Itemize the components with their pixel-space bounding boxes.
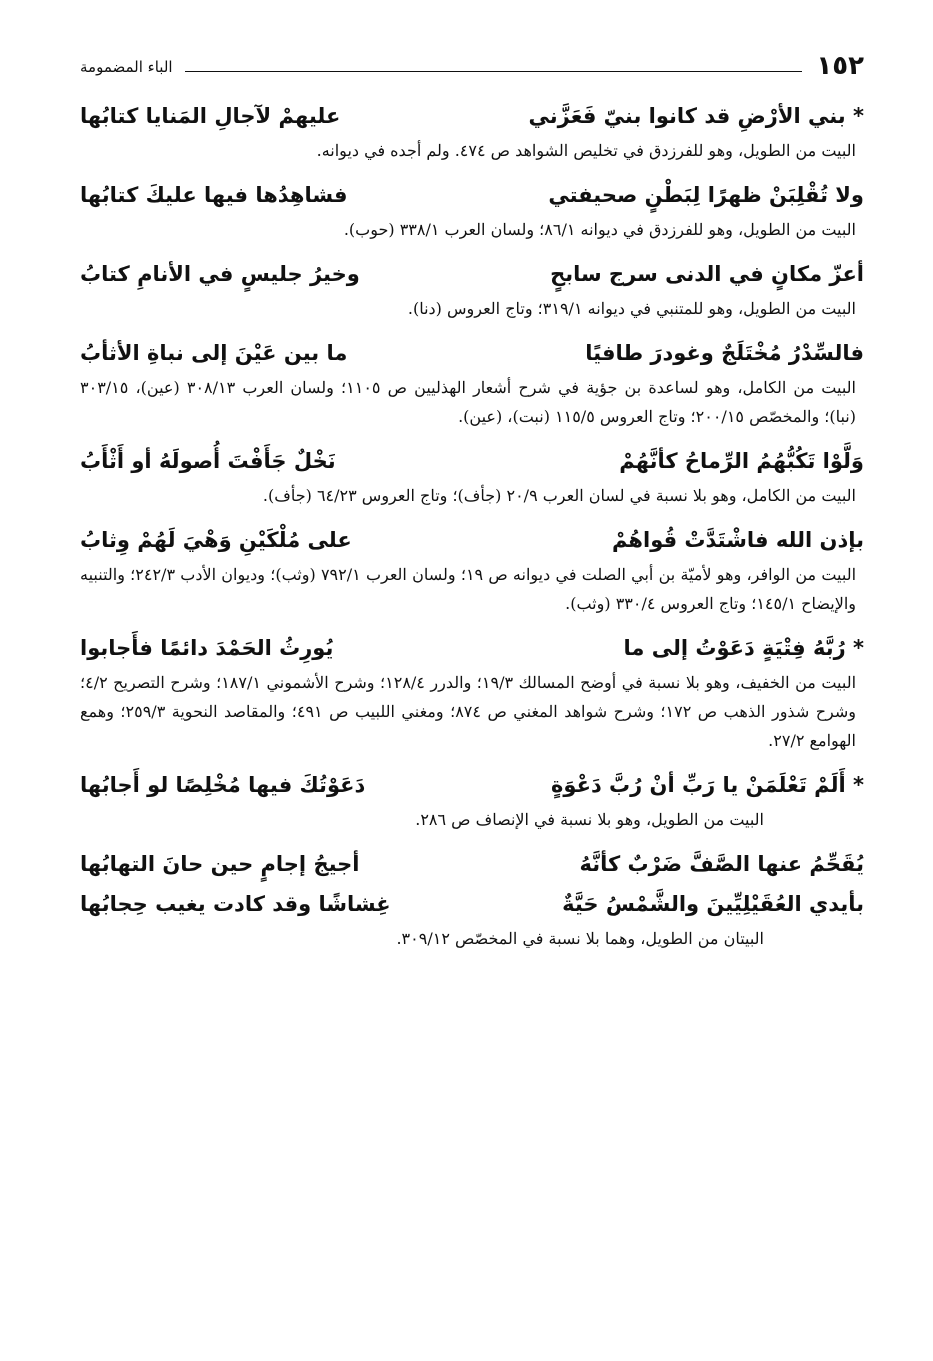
- verse-line: [80, 254, 864, 294]
- citation-note: البيت من الخفيف، وهو بلا نسبة في أوضح المسالك ١٩/٣؛ والدرر ١٢٨/٤؛ وشرح الأشموني ١٨٧/١؛ وشرح التصريح ٤/٢؛ وشرح شذور الذهب ص ١٧٢؛ وشرح شواهد المغني ص ٨٧٤؛ ومغني اللبيب ص ٤٩١؛ والمقاصد النحوية ٢٥٩/٣؛ وهمع الهوامع ٢٧/٢.: [80, 673, 857, 750]
- second-hemistich: ما بين عَيْنَ إلى نباةِ الأثأبُ: [80, 341, 348, 365]
- citation-note: البيت من الطويل، وهو للفرزدق في تخليص الشواهد ص ٤٧٤. ولم أجده في ديوانه.: [316, 141, 856, 160]
- poem-entry: [80, 520, 864, 618]
- citation-note: البيت من الطويل، وهو للفرزدق في ديوانه ٨٦/١؛ ولسان العرب ٣٣٨/١ (حوب).: [343, 220, 856, 239]
- page-number: ١٥٢: [816, 51, 864, 81]
- verse-line: [80, 884, 864, 924]
- verse-line: [80, 333, 864, 373]
- poem-entry: [80, 333, 864, 431]
- verse-line: [80, 441, 864, 481]
- poem-entry: [80, 844, 864, 953]
- citation-note: البيت من الطويل، وهو للمتنبي في ديوانه ٣١٩/١؛ وتاج العروس (دنا).: [407, 299, 856, 318]
- verse-line: [80, 520, 864, 560]
- page: [80, 46, 864, 953]
- first-hemistich: يُقَحِّمُ عنها الصَّفَّ ضَرْبٌ كأنَّهُ: [579, 852, 864, 876]
- verse-line: [80, 844, 864, 884]
- second-hemistich: غِشاشًا وقد كادت يغيب حِجابُها: [80, 892, 391, 916]
- second-hemistich: أجيجُ إجامٍ حين حانَ التهابُها: [80, 852, 360, 876]
- verse-line: [80, 628, 864, 668]
- poem-entry: [80, 441, 864, 510]
- citation-note: البيت من الكامل، وهو بلا نسبة في لسان العرب ٢٠/٩ (جأف)؛ وتاج العروس ٦٤/٢٣ (جأف).: [262, 486, 856, 505]
- citation-note: البيت من الكامل، وهو لساعدة بن جؤية في شرح أشعار الهذليين ص ١١٠٥؛ ولسان العرب ٣٠٨/١٣ (عين)، ٣٠٣/١٥ (نبا)؛ والمخصّص ٢٠٠/١٥؛ وتاج العروس ١١٥/٥ (نبت)، (عين).: [80, 378, 856, 426]
- second-hemistich: نَخْلٌ جَأَفْتَ أُصولَهُ أو أَثْأَبُ: [80, 449, 336, 473]
- poem-entry: [80, 628, 864, 755]
- poem-entry: [80, 96, 864, 165]
- second-hemistich: فشاهِدُها فيها عليكَ كتابُها: [80, 183, 348, 207]
- second-hemistich: يُورِثُ الحَمْدَ دائمًا فأَجابوا: [80, 636, 334, 660]
- first-hemistich: * بني الأرْضِ قد كانوا بنيّ فَعَزَّني: [528, 104, 864, 128]
- verse-line: [80, 96, 864, 136]
- verse-line: [80, 175, 864, 215]
- citation-note: البيت من الوافر، وهو لأميّة بن أبي الصلت في ديوانه ص ١٩؛ ولسان العرب ٧٩٢/١ (وثب)؛ وديوان الأدب ٢٤٢/٣؛ والتنبيه والإيضاح ١٤٥/١؛ وتاج العروس ٣٣٠/٤ (وثب).: [80, 565, 857, 613]
- poem-entry: [80, 765, 864, 834]
- verse-line: [80, 765, 864, 805]
- page-header: [80, 46, 864, 86]
- second-hemistich: دَعَوْتُكَ فيها مُخْلِصًا لو أَجابُها: [80, 773, 366, 797]
- first-hemistich: * رُبَّهُ فِتْيَةٍ دَعَوْتُ إلى ما: [623, 636, 864, 660]
- first-hemistich: بأيدي العُقَيْلِيِّينَ والشَّمْسُ حَيَّةٌ: [562, 892, 864, 916]
- poem-entry: [80, 254, 864, 323]
- first-hemistich: أعزّ مكانٍ في الدنى سرج سابحٍ: [550, 262, 864, 286]
- first-hemistich: فالسِّدْرُ مُخْتَلَجٌ وغودرَ طافيًا: [585, 341, 864, 365]
- header-rule: [185, 71, 803, 72]
- first-hemistich: ولا تُقْلِبَنْ ظهرًا لِبَطْنٍ صحيفتي: [548, 183, 864, 207]
- citation-note: البيتان من الطويل، وهما بلا نسبة في المخصّص ٣٠٩/١٢.: [396, 929, 764, 948]
- second-hemistich: وخيرُ جليسٍ في الأنامِ كتابُ: [80, 262, 360, 286]
- running-title: الباء المضمومة: [80, 58, 173, 76]
- second-hemistich: على مُلْكَيْنِ وَهْيَ لَهُمْ وِثابُ: [80, 528, 352, 552]
- first-hemistich: وَلَّوْا تَكُبُّهُمُ الرِّماحُ كأنَّهُمْ: [619, 449, 864, 473]
- citation-note: البيت من الطويل، وهو بلا نسبة في الإنصاف ص ٢٨٦.: [415, 810, 764, 829]
- first-hemistich: بإذن الله فاشْتَدَّتْ قُواهُمْ: [611, 528, 864, 552]
- second-hemistich: عليهمْ لآجالِ المَنايا كتابُها: [80, 104, 341, 128]
- first-hemistich: * أَلَمْ تَعْلَمَنْ يا رَبِّ أنْ رُبَّ دَعْوَةٍ: [551, 773, 864, 797]
- poem-entry: [80, 175, 864, 244]
